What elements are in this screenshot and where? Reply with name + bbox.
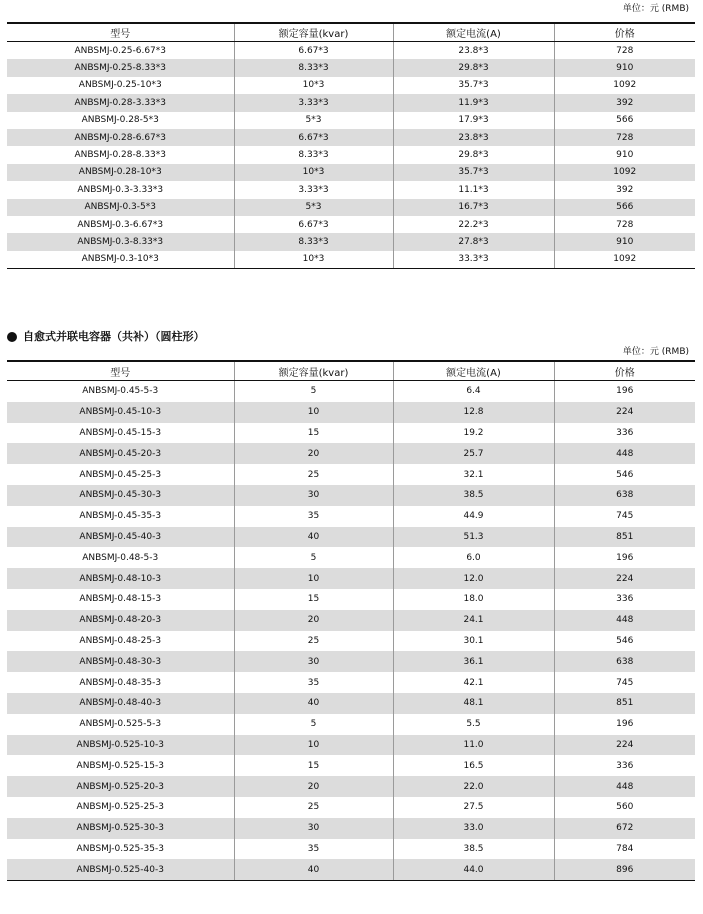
column-header-price: 价格 xyxy=(554,361,695,381)
cell-current: 16.7*3 xyxy=(393,199,554,216)
cell-price: 1092 xyxy=(554,164,695,181)
price-table-1 xyxy=(7,22,695,269)
cell-capacity: 20 xyxy=(234,443,393,464)
table-row xyxy=(7,755,695,776)
cell-price: 638 xyxy=(554,485,695,506)
table-row xyxy=(7,714,695,735)
cell-model: ANBSMJ-0.45-25-3 xyxy=(79,469,162,480)
cell-model: ANBSMJ-0.45-35-3 xyxy=(79,511,162,522)
cell-current: 11.0 xyxy=(393,735,554,756)
cell-model: ANBSMJ-0.525-5-3 xyxy=(79,719,162,730)
cell-model: ANBSMJ-0.28-8.33*3 xyxy=(74,150,167,161)
cell-price: 196 xyxy=(554,714,695,735)
cell-current: 38.5 xyxy=(393,839,554,860)
cell-current: 27.5 xyxy=(393,797,554,818)
cell-current: 22.0 xyxy=(393,776,554,797)
table-row xyxy=(7,651,695,672)
cell-capacity: 5*3 xyxy=(234,199,393,216)
cell-price: 448 xyxy=(554,443,695,464)
cell-capacity: 8.33*3 xyxy=(234,59,393,76)
cell-capacity: 10*3 xyxy=(234,251,393,269)
cell-model: ANBSMJ-0.525-40-3 xyxy=(7,859,234,880)
cell-model: ANBSMJ-0.48-25-3 xyxy=(79,635,162,646)
cell-price: 745 xyxy=(554,672,695,693)
cell-current: 18.0 xyxy=(393,589,554,610)
cell-current: 16.5 xyxy=(393,755,554,776)
cell-current: 36.1 xyxy=(393,651,554,672)
table-row xyxy=(7,859,695,880)
cell-model: ANBSMJ-0.28-5*3 xyxy=(81,115,159,126)
cell-current: 22.2*3 xyxy=(393,216,554,233)
cell-current: 12.8 xyxy=(393,402,554,423)
table-row xyxy=(7,146,695,163)
cell-capacity: 20 xyxy=(234,776,393,797)
cell-capacity: 40 xyxy=(234,859,393,880)
cell-capacity: 3.33*3 xyxy=(234,94,393,111)
cell-current: 29.8*3 xyxy=(393,146,554,163)
cell-model: ANBSMJ-0.45-15-3 xyxy=(79,427,162,438)
cell-model: ANBSMJ-0.45-30-3 xyxy=(7,485,234,506)
table-row xyxy=(7,233,695,250)
cell-price: 196 xyxy=(554,547,695,568)
cell-price: 336 xyxy=(554,423,695,444)
cell-capacity: 5 xyxy=(234,381,393,402)
cell-model: ANBSMJ-0.45-40-3 xyxy=(7,527,234,548)
cell-price: 336 xyxy=(554,589,695,610)
cell-capacity: 30 xyxy=(234,485,393,506)
table-row xyxy=(7,672,695,693)
table-header-row xyxy=(7,23,695,42)
cell-capacity: 20 xyxy=(234,610,393,631)
cell-current: 27.8*3 xyxy=(393,233,554,250)
table-row xyxy=(7,839,695,860)
column-header-capacity: 额定容量(kvar) xyxy=(234,361,393,381)
cell-model: ANBSMJ-0.45-20-3 xyxy=(7,443,234,464)
table-row xyxy=(7,199,695,216)
cell-model: ANBSMJ-0.28-3.33*3 xyxy=(7,94,234,111)
cell-price: 392 xyxy=(554,94,695,111)
bullet-icon xyxy=(7,332,17,342)
cell-current: 5.5 xyxy=(393,714,554,735)
table-row xyxy=(7,735,695,756)
table-row xyxy=(7,464,695,485)
cell-capacity: 5 xyxy=(234,714,393,735)
cell-current: 25.7 xyxy=(393,443,554,464)
table-row xyxy=(7,631,695,652)
table-row xyxy=(7,112,695,129)
table-row xyxy=(7,547,695,568)
cell-model: ANBSMJ-0.25-6.67*3 xyxy=(74,45,167,56)
cell-price: 910 xyxy=(554,59,695,76)
cell-current: 11.1*3 xyxy=(393,181,554,198)
table-row xyxy=(7,485,695,506)
cell-capacity: 6.67*3 xyxy=(234,42,393,60)
cell-price: 638 xyxy=(554,651,695,672)
cell-model: ANBSMJ-0.525-35-3 xyxy=(76,843,164,854)
cell-price: 896 xyxy=(554,859,695,880)
cell-current: 19.2 xyxy=(393,423,554,444)
cell-model: ANBSMJ-0.48-40-3 xyxy=(7,693,234,714)
cell-price: 224 xyxy=(554,568,695,589)
table-row xyxy=(7,164,695,181)
table-row xyxy=(7,568,695,589)
cell-capacity: 15 xyxy=(234,423,393,444)
cell-capacity: 10*3 xyxy=(234,164,393,181)
table-row xyxy=(7,129,695,146)
cell-capacity: 10 xyxy=(234,402,393,423)
cell-capacity: 10 xyxy=(234,735,393,756)
cell-price: 196 xyxy=(554,381,695,402)
cell-model: ANBSMJ-0.525-10-3 xyxy=(7,735,234,756)
table-row xyxy=(7,527,695,548)
cell-price: 1092 xyxy=(554,77,695,94)
table-row xyxy=(7,693,695,714)
table-row xyxy=(7,506,695,527)
table-row xyxy=(7,42,695,60)
cell-capacity: 30 xyxy=(234,818,393,839)
cell-model: ANBSMJ-0.3-6.67*3 xyxy=(77,219,164,230)
cell-current: 44.9 xyxy=(393,506,554,527)
cell-model: ANBSMJ-0.3-5*3 xyxy=(7,199,234,216)
cell-capacity: 35 xyxy=(234,672,393,693)
cell-price: 851 xyxy=(554,527,695,548)
section-title-text: 自愈式并联电容器（共补）（圆柱形） xyxy=(23,330,205,343)
cell-current: 30.1 xyxy=(393,631,554,652)
table-row xyxy=(7,251,695,269)
cell-capacity: 25 xyxy=(234,464,393,485)
cell-model: ANBSMJ-0.25-10*3 xyxy=(78,80,162,91)
cell-current: 17.9*3 xyxy=(393,112,554,129)
cell-model: ANBSMJ-0.28-10*3 xyxy=(7,164,234,181)
cell-model: ANBSMJ-0.48-35-3 xyxy=(79,677,162,688)
cell-price: 851 xyxy=(554,693,695,714)
cell-price: 910 xyxy=(554,233,695,250)
cell-price: 546 xyxy=(554,631,695,652)
cell-current: 44.0 xyxy=(393,859,554,880)
cell-price: 1092 xyxy=(554,251,695,269)
cell-current: 38.5 xyxy=(393,485,554,506)
table-row xyxy=(7,381,695,402)
cell-current: 23.8*3 xyxy=(393,42,554,60)
column-header-model: 型号 xyxy=(7,23,234,42)
cell-current: 33.0 xyxy=(393,818,554,839)
column-header-capacity: 额定容量(kvar) xyxy=(234,23,393,42)
cell-capacity: 6.67*3 xyxy=(234,129,393,146)
table-row xyxy=(7,216,695,233)
table-row xyxy=(7,423,695,444)
cell-model: ANBSMJ-0.45-5-3 xyxy=(82,386,159,397)
cell-model: ANBSMJ-0.3-8.33*3 xyxy=(7,233,234,250)
cell-price: 672 xyxy=(554,818,695,839)
cell-current: 51.3 xyxy=(393,527,554,548)
cell-price: 448 xyxy=(554,610,695,631)
cell-capacity: 5*3 xyxy=(234,112,393,129)
section-title xyxy=(7,330,205,343)
cell-capacity: 25 xyxy=(234,797,393,818)
cell-capacity: 35 xyxy=(234,506,393,527)
cell-price: 560 xyxy=(554,797,695,818)
cell-price: 224 xyxy=(554,735,695,756)
table-row xyxy=(7,589,695,610)
cell-current: 35.7*3 xyxy=(393,164,554,181)
column-header-price: 价格 xyxy=(554,23,695,42)
cell-current: 33.3*3 xyxy=(393,251,554,269)
cell-model: ANBSMJ-0.48-10-3 xyxy=(7,568,234,589)
cell-capacity: 40 xyxy=(234,693,393,714)
table-row xyxy=(7,181,695,198)
column-header-current: 额定电流(A) xyxy=(393,23,554,42)
cell-model: ANBSMJ-0.525-15-3 xyxy=(76,760,164,771)
column-header-current: 额定电流(A) xyxy=(393,361,554,381)
price-table-2 xyxy=(7,360,695,881)
cell-capacity: 10 xyxy=(234,568,393,589)
table-row xyxy=(7,77,695,94)
cell-model: ANBSMJ-0.28-6.67*3 xyxy=(7,129,234,146)
cell-price: 745 xyxy=(554,506,695,527)
cell-current: 23.8*3 xyxy=(393,129,554,146)
cell-price: 566 xyxy=(554,112,695,129)
cell-price: 336 xyxy=(554,755,695,776)
cell-current: 35.7*3 xyxy=(393,77,554,94)
cell-price: 224 xyxy=(554,402,695,423)
table-header-row xyxy=(7,361,695,381)
cell-model: ANBSMJ-0.48-20-3 xyxy=(7,610,234,631)
cell-model: ANBSMJ-0.525-30-3 xyxy=(7,818,234,839)
cell-current: 6.0 xyxy=(393,547,554,568)
cell-current: 32.1 xyxy=(393,464,554,485)
cell-capacity: 10*3 xyxy=(234,77,393,94)
cell-current: 48.1 xyxy=(393,693,554,714)
cell-capacity: 35 xyxy=(234,839,393,860)
cell-model: ANBSMJ-0.3-3.33*3 xyxy=(77,184,164,195)
cell-capacity: 40 xyxy=(234,527,393,548)
cell-capacity: 30 xyxy=(234,651,393,672)
cell-price: 546 xyxy=(554,464,695,485)
cell-price: 728 xyxy=(554,42,695,60)
cell-price: 784 xyxy=(554,839,695,860)
cell-current: 42.1 xyxy=(393,672,554,693)
cell-capacity: 15 xyxy=(234,755,393,776)
unit-label: 单位：元 (RMB) xyxy=(622,347,689,357)
cell-model: ANBSMJ-0.525-20-3 xyxy=(7,776,234,797)
table-row xyxy=(7,610,695,631)
cell-capacity: 3.33*3 xyxy=(234,181,393,198)
cell-model: ANBSMJ-0.48-15-3 xyxy=(79,594,162,605)
cell-model: ANBSMJ-0.48-5-3 xyxy=(82,552,159,563)
unit-label: 单位：元 (RMB) xyxy=(622,4,689,14)
cell-price: 392 xyxy=(554,181,695,198)
cell-capacity: 5 xyxy=(234,547,393,568)
cell-capacity: 15 xyxy=(234,589,393,610)
cell-current: 6.4 xyxy=(393,381,554,402)
cell-model: ANBSMJ-0.25-8.33*3 xyxy=(7,59,234,76)
table-row xyxy=(7,818,695,839)
cell-current: 11.9*3 xyxy=(393,94,554,111)
cell-price: 910 xyxy=(554,146,695,163)
cell-current: 12.0 xyxy=(393,568,554,589)
cell-price: 566 xyxy=(554,199,695,216)
table-row xyxy=(7,443,695,464)
cell-price: 728 xyxy=(554,216,695,233)
table-row xyxy=(7,402,695,423)
column-header-model: 型号 xyxy=(7,361,234,381)
cell-capacity: 25 xyxy=(234,631,393,652)
cell-price: 728 xyxy=(554,129,695,146)
cell-model: ANBSMJ-0.48-30-3 xyxy=(7,651,234,672)
cell-price: 448 xyxy=(554,776,695,797)
table-row xyxy=(7,94,695,111)
cell-current: 24.1 xyxy=(393,610,554,631)
cell-model: ANBSMJ-0.3-10*3 xyxy=(7,251,234,269)
table-row xyxy=(7,59,695,76)
cell-model: ANBSMJ-0.525-25-3 xyxy=(76,802,164,813)
table-row xyxy=(7,797,695,818)
cell-current: 29.8*3 xyxy=(393,59,554,76)
cell-capacity: 8.33*3 xyxy=(234,233,393,250)
cell-model: ANBSMJ-0.45-10-3 xyxy=(7,402,234,423)
table-row xyxy=(7,776,695,797)
cell-capacity: 8.33*3 xyxy=(234,146,393,163)
cell-capacity: 6.67*3 xyxy=(234,216,393,233)
